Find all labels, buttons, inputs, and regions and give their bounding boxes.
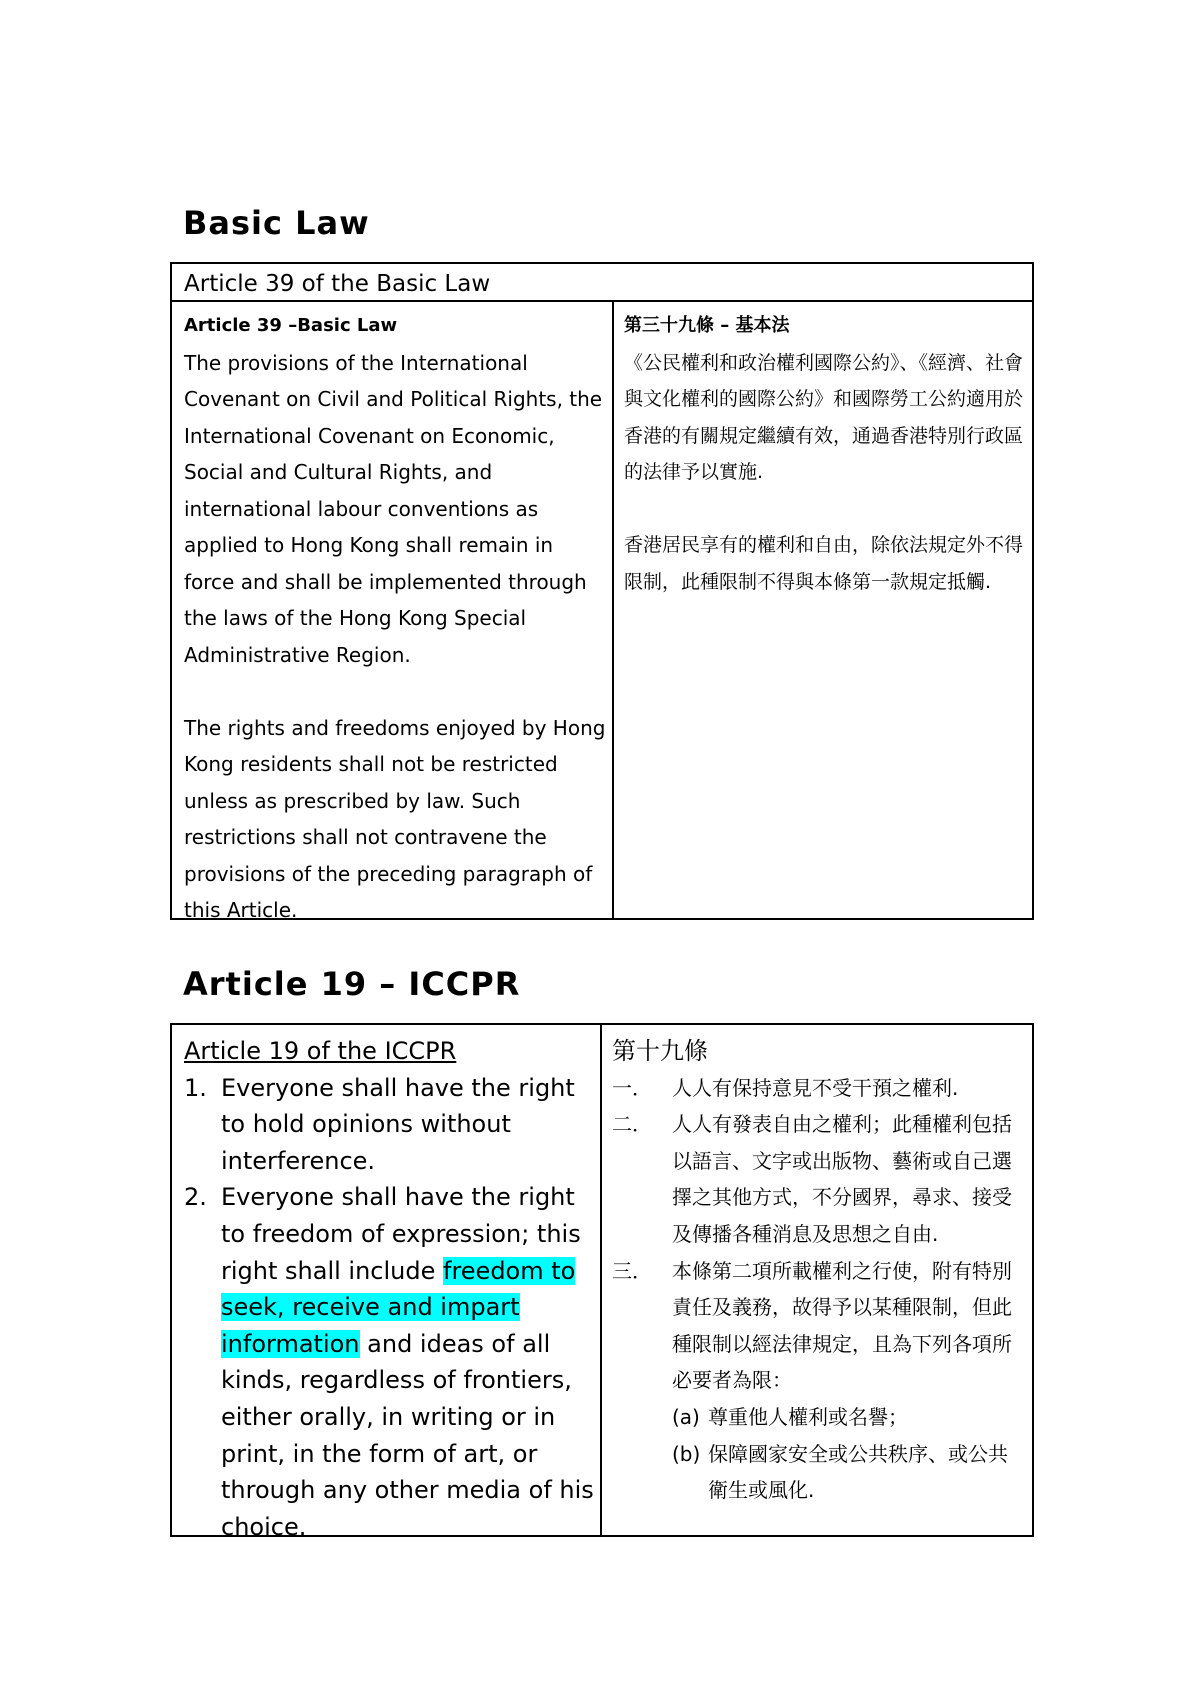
chinese-column [624,308,1024,600]
list-item-text-end: and ideas of all kinds, regardless of frontiers, either orally, in writing or in print, in the form of art, or through any other media of his choice. [221,1329,594,1541]
list-item-text: 人人有發表自由之權利；此種權利包括以語言、文字或出版物、藝術或自己選擇之其他方式，不分國界，尋求、接受及傳播各種消息及思想之自由. [672,1112,1012,1246]
sub-list-item [612,1399,1024,1436]
list-item [612,1106,1024,1252]
chinese-article-title: 第三十九條 – 基本法 [624,315,790,336]
highlighted-text: freedom to seek, receive and impart information [221,1256,576,1358]
list-number: 2. [184,1183,207,1212]
chinese-column [612,1033,1024,1509]
english-article-title: Article 39 –Basic Law [184,315,398,336]
chinese-paragraph-1: 《公民權利和政治權利國際公約》、《經濟、社會與文化權利的國際公約》和國際勞工公約適用於香港的有關規定繼續有效，通過香港特別行政區的法律予以實施. [624,351,1024,483]
iccpr-table [170,1023,1034,1541]
english-column [184,308,608,929]
sub-label: (b) [672,1441,701,1466]
chinese-paragraph-2: 香港居民享有的權利和自由，除依法規定外不得限制，此種限制不得與本條第一款規定抵觸. [624,534,1024,593]
english-list [184,1070,594,1546]
column-divider [600,1025,602,1535]
table-header-title: Article 39 of the Basic Law [184,271,491,297]
english-column [184,1033,594,1545]
list-item [184,1179,594,1545]
list-item-text: Everyone shall have the right to freedom of expression; this right shall include [221,1183,581,1285]
sub-list-item [612,1436,1024,1509]
chinese-article-title: 第十九條 [612,1037,708,1065]
english-paragraph-2: The rights and freedoms enjoyed by Hong Kong residents shall not be restricted unless as prescribed by law. Such restrictions shall not contravene the provisions of the preceding paragraph of this Article. [184,715,606,922]
heading-basic-law: Basic Law [183,204,370,242]
column-divider [612,302,614,918]
list-number: 二． [612,1112,652,1137]
english-article-title: Article 19 of the ICCPR [184,1037,457,1065]
list-number: 三． [612,1258,652,1283]
table-header-row [172,264,1032,302]
list-item-text: 人人有保持意見不受干預之權利. [672,1075,959,1100]
basic-law-table [170,262,1034,920]
list-item [612,1070,1024,1107]
heading-article-19-iccpr: Article 19 – ICCPR [183,965,521,1003]
sub-item-text: 保障國家安全或公共秩序、或公共衛生或風化. [708,1441,1008,1503]
sub-label: (a) [672,1404,700,1429]
list-number: 一． [612,1075,652,1100]
sub-item-text: 尊重他人權利或名譽； [708,1404,908,1429]
list-item-text: 本條第二項所載權利之行使，附有特別責任及義務，故得予以某種限制，但此種限制以經法律規定，且為下列各項所必要者為限： [672,1258,1012,1393]
list-item [184,1070,594,1180]
list-item [612,1253,1024,1399]
english-paragraph-1: The provisions of the International Covenant on Civil and Political Rights, the International Covenant on Economic, Social and Cultural Rights, and international labour conventions as applied to Hong Kong shall remain in force and shall be implemented through the laws of the Hong Kong Special Administrative Region. [184,350,603,667]
list-item-text: Everyone shall have the right to hold opinions without interference. [221,1073,575,1175]
list-number: 1. [184,1073,207,1102]
